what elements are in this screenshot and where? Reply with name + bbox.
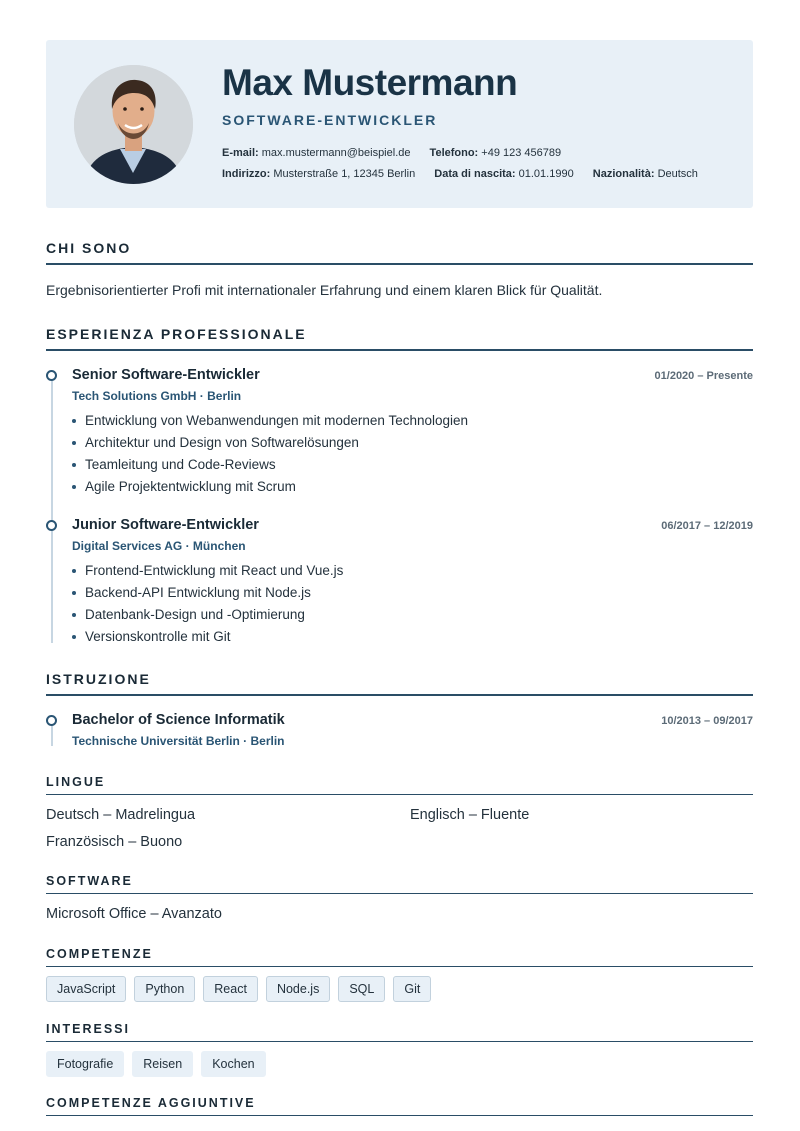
skill-chip: Git [393,976,431,1002]
section-title: INTERESSI [46,1022,753,1042]
language-item: Französisch – Buono [46,834,183,850]
bullet-item: Entwicklung von Webanwendungen mit modernen Technologien [72,412,753,434]
profile-photo [74,65,193,184]
entry-bullets [72,562,753,650]
bullet-item: Frontend-Entwicklung mit React und Vue.js [72,562,753,584]
interest-chip: Reisen [132,1051,193,1077]
section-software [46,874,753,922]
section-experience [46,326,753,650]
entry-title: Junior Software-Entwickler [72,517,259,533]
entry-company: Digital Services AG · München [72,539,246,553]
software-item: Microsoft Office – Avanzato [46,906,222,922]
cv-header [46,40,753,208]
section-title: ESPERIENZA PROFESSIONALE [46,326,753,351]
entry-date: 10/2013 – 09/2017 [661,715,753,727]
timeline-dot [46,520,57,531]
section-title: COMPETENZE [46,947,753,967]
skill-chip: Node.js [266,976,330,1002]
timeline-dot [46,370,57,381]
section-interests [46,1022,753,1077]
interest-chip: Fotografie [46,1051,124,1077]
language-item: Deutsch – Madrelingua [46,807,196,823]
bullet-item: Versionskontrolle mit Git [72,628,753,650]
skill-chip: Python [134,976,195,1002]
job-role: SOFTWARE-ENTWICKLER [222,112,438,128]
contact-value: 01.01.1990 [518,168,574,180]
languages-list [46,807,753,861]
entry-head [72,367,753,383]
avatar [74,65,193,184]
interest-chip: Kochen [201,1051,265,1077]
contact-value: Deutsch [657,168,698,180]
contact-value: +49 123 456789 [481,147,562,159]
bullet-item: Agile Projektentwicklung mit Scrum [72,478,753,500]
bullet-item: Datenbank-Design und -Optimierung [72,606,753,628]
contact-address [222,168,415,180]
section-title: LINGUE [46,775,753,795]
contact-nationality [593,168,698,180]
skills-chips [46,976,753,1002]
contact-label: E-mail: [222,147,259,159]
summary-text: Ergebnisorientierter Profi mit internationaler Erfahrung und einem klaren Blick für Qualität. [46,282,603,298]
section-skills [46,947,753,1002]
contact-row-1 [222,147,577,159]
contact-label: Nazionalità: [592,168,655,180]
entry-bullets [72,412,753,500]
experience-entry [46,367,753,500]
contact-value: Musterstraße 1, 12345 Berlin [273,168,416,180]
cv-page [46,40,753,1110]
education-timeline [46,712,753,748]
timeline-dot [46,715,57,726]
contact-birthdate [434,168,573,180]
section-education [46,671,753,748]
section-about [46,240,753,298]
section-title: CHI SONO [46,240,753,265]
section-title: COMPETENZE AGGIUNTIVE [46,1096,753,1116]
interests-chips [46,1051,753,1077]
entry-head [72,712,753,728]
skill-chip: React [203,976,258,1002]
section-title: SOFTWARE [46,874,753,894]
contact-email [222,147,410,159]
contact-row-2 [222,168,714,180]
education-entry [46,712,753,748]
experience-timeline [46,367,753,650]
section-additional-skills [46,1096,753,1116]
person-name: Max Mustermann [222,62,518,103]
entry-date: 01/2020 – Presente [654,370,753,382]
entry-school: Technische Universität Berlin · Berlin [72,734,285,748]
section-languages [46,775,753,861]
entry-title: Senior Software-Entwickler [72,367,260,383]
bullet-item: Architektur und Design von Softwarelösungen [72,434,753,456]
entry-title: Bachelor of Science Informatik [72,712,285,728]
contact-label: Indirizzo: [222,168,271,180]
contact-phone [430,147,562,159]
contact-value: max.mustermann@beispiel.de [261,147,411,159]
entry-head [72,517,753,533]
contact-label: Data di nascita: [434,168,516,180]
bullet-item: Teamleitung und Code-Reviews [72,456,753,478]
language-item: Englisch – Fluente [410,807,530,823]
bullet-item: Backend-API Entwicklung mit Node.js [72,584,753,606]
skill-chip: SQL [338,976,385,1002]
skill-chip: JavaScript [46,976,126,1002]
entry-company: Tech Solutions GmbH · Berlin [72,389,242,403]
entry-date: 06/2017 – 12/2019 [661,520,753,532]
section-title: ISTRUZIONE [46,671,753,696]
contact-label: Telefono: [429,147,479,159]
experience-entry [46,517,753,650]
